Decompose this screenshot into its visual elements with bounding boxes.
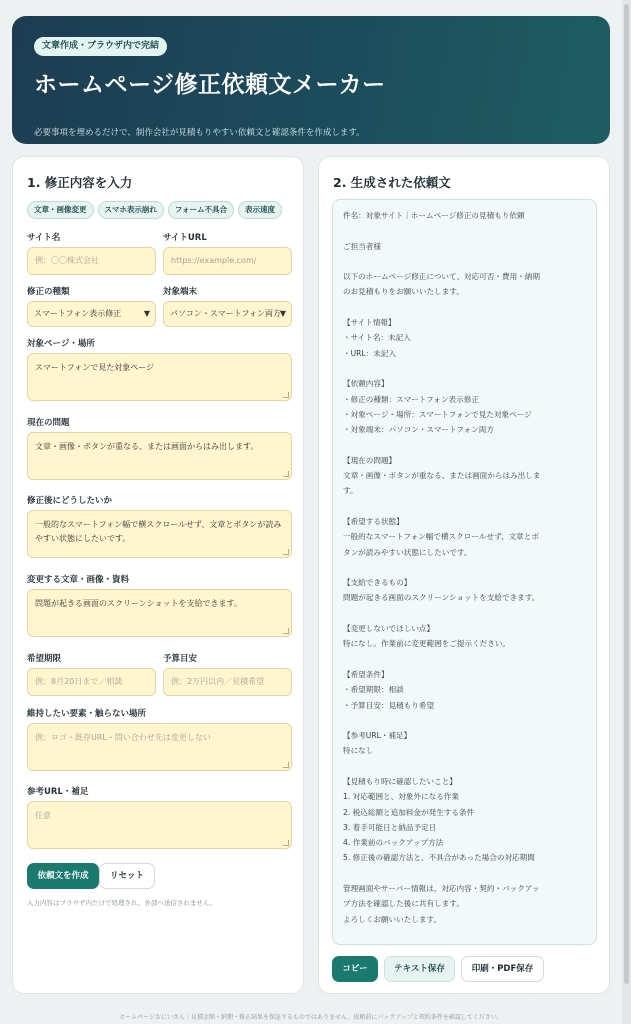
resize-handle-icon[interactable] <box>283 628 289 634</box>
output-line: 1. 対応範囲と、対象外になる作業 <box>343 792 459 802</box>
desired-state-label: 修正後にどうしたいか <box>27 496 113 506</box>
resize-handle-icon[interactable] <box>283 392 289 398</box>
hero-description: 必要事項を埋めるだけで、制作会社が見積もりやすい依頼文と確認条件を作成します。 <box>34 128 365 138</box>
output-line: 一般的なスマートフォン幅で横スクロールせず、文章とボ <box>343 532 539 542</box>
scrollbar-thumb[interactable] <box>624 4 629 984</box>
output-line: ・URL：未記入 <box>343 348 397 358</box>
output-line: のお見積もりをお願いいたします。 <box>343 287 464 297</box>
resize-handle-icon[interactable] <box>283 762 289 768</box>
output-line <box>343 759 586 774</box>
save-text-button[interactable]: テキスト保存 <box>384 956 455 982</box>
output-line: ・希望期限：相談 <box>343 685 404 695</box>
input-card <box>12 156 304 994</box>
output-line: ・修正の種類：スマートフォン表示修正 <box>343 394 479 404</box>
output-line <box>343 866 586 881</box>
current-issue-label: 現在の問題 <box>27 418 70 428</box>
budget-input[interactable]: 例：2万円以内／見積希望 <box>163 668 292 696</box>
hero-banner <box>12 16 610 144</box>
footer-note: ホームページおにいさん｜見積金額・納期・修正結果を保証するものではありません。依頼前にバックアップと契約条件を確認してください。 <box>119 1014 503 1021</box>
chip-text-image[interactable]: 文章・画像変更 <box>27 201 94 219</box>
materials-value: 問題が起きる画面のスクリーンショットを支給できます。 <box>35 599 242 608</box>
keep-textarea[interactable] <box>27 723 292 771</box>
output-line <box>343 223 586 238</box>
input-heading: 1. 修正内容を入力 <box>27 175 133 190</box>
output-line <box>343 437 586 452</box>
materials-textarea[interactable] <box>27 589 292 637</box>
device-select[interactable] <box>163 301 292 327</box>
output-line <box>343 713 586 728</box>
desired-state-textarea[interactable] <box>27 510 292 558</box>
output-line: 【見積もり時に確認したいこと】 <box>343 776 457 786</box>
page-title: ホームページ修正依頼文メーカー <box>34 72 386 98</box>
output-line: 【希望する状態】 <box>343 516 404 526</box>
device-label: 対象端末 <box>163 287 198 297</box>
target-page-label: 対象ページ・場所 <box>27 339 95 349</box>
site-url-input[interactable]: https://example.com/ <box>163 247 292 275</box>
output-line: 2. 税込総額と追加料金が発生する条件 <box>343 807 475 817</box>
output-line: ・対象端末：パソコン・スマートフォン両方 <box>343 425 494 435</box>
deadline-label: 希望期限 <box>27 654 62 664</box>
chip-form-bug[interactable]: フォーム不具合 <box>168 201 234 219</box>
output-line: タンが読みやすい状態にしたいです。 <box>343 547 472 557</box>
desired-state-value: 一般的なスマートフォン幅で横スクロールせず、文章とボタンが読みやすい状態にしたいです。 <box>35 520 282 544</box>
output-line: ・対象ページ・場所：スマートフォンで見た対象ページ <box>343 409 532 419</box>
output-line: 3. 着手可能日と納品予定日 <box>343 822 437 832</box>
materials-label: 変更する文章・画像・資料 <box>27 575 130 585</box>
fix-type-label: 修正の種類 <box>27 287 70 297</box>
chevron-down-icon: ▼ <box>143 309 150 318</box>
output-line <box>343 254 586 269</box>
device-value: パソコン・スマートフォン両方 <box>170 309 282 318</box>
output-line: 件名：対象サイト｜ホームページ修正の見積もり依頼 <box>343 211 525 220</box>
create-request-button[interactable]: 依頼文を作成 <box>27 863 99 889</box>
chevron-down-icon: ▼ <box>279 309 286 318</box>
output-line: 管理画面やサーバー情報は、対応内容・契約・バックアッ <box>343 884 540 894</box>
notes-label: 参考URL・補足 <box>27 787 89 797</box>
output-heading: 2. 生成された依頼文 <box>333 175 451 190</box>
output-line <box>343 606 586 621</box>
output-line: 以下のホームページ修正について、対応可否・費用・納期 <box>343 272 540 282</box>
output-line: 【変更しないでほしい点】 <box>343 624 435 634</box>
resize-handle-icon[interactable] <box>283 549 289 555</box>
fix-type-select[interactable] <box>27 301 156 327</box>
output-line: 【依頼内容】 <box>343 379 389 389</box>
reset-button[interactable]: リセット <box>99 863 155 889</box>
output-line: 【参考URL・補足】 <box>343 731 412 741</box>
output-line: す。 <box>343 486 358 496</box>
privacy-note: 入力内容はブラウザ内だけで処理され、外部へ送信されません。 <box>27 899 217 907</box>
current-issue-textarea[interactable] <box>27 432 292 480</box>
budget-label: 予算目安 <box>163 654 198 664</box>
output-line: 特になし <box>343 746 374 756</box>
current-issue-value: 文章・画像・ボタンが重なる、または画面からはみ出します。 <box>35 442 259 451</box>
output-line: 【支給できるもの】 <box>343 578 412 588</box>
target-page-value: スマートフォンで見た対象ページ <box>35 363 155 372</box>
output-card <box>318 156 610 994</box>
resize-handle-icon[interactable] <box>283 471 289 477</box>
output-line <box>343 652 586 667</box>
resize-handle-icon[interactable] <box>283 840 289 846</box>
output-line: ・サイト名：未記入 <box>343 333 411 343</box>
generated-text-area[interactable] <box>332 199 597 945</box>
output-line: ・予算目安：見積もり希望 <box>343 700 435 710</box>
fix-type-value: スマートフォン表示修正 <box>34 309 122 318</box>
preset-chips <box>27 201 297 219</box>
page-scrollbar[interactable] <box>622 0 631 1024</box>
chip-mobile-layout[interactable]: スマホ表示崩れ <box>98 201 164 219</box>
print-pdf-button[interactable]: 印刷・PDF保存 <box>461 956 544 982</box>
copy-button[interactable]: コピー <box>332 956 378 982</box>
output-line <box>343 300 586 315</box>
output-line: 文章・画像・ボタンが重なる、または画面からはみ出しま <box>343 471 541 481</box>
output-line: 5. 修正後の確認方法と、不具合があった場合の対応期間 <box>343 853 535 863</box>
output-line: 【現在の問題】 <box>343 455 397 465</box>
output-line: 【サイト情報】 <box>343 318 396 328</box>
notes-placeholder: 任意 <box>35 811 51 820</box>
site-url-label: サイトURL <box>163 233 207 243</box>
output-line <box>343 361 586 376</box>
output-line: 特になし。作業前に変更範囲をご提示ください。 <box>343 639 511 649</box>
output-line: よろしくお願いいたします。 <box>343 914 442 924</box>
hero-badge: 文章作成・ブラウザ内で完結 <box>34 37 167 56</box>
deadline-input[interactable]: 例：8月20日まで／相談 <box>27 668 156 696</box>
output-line: ご担当者様 <box>343 241 381 251</box>
output-line <box>343 499 586 514</box>
site-name-input[interactable]: 例：〇〇株式会社 <box>27 247 156 275</box>
target-page-textarea[interactable] <box>27 353 292 401</box>
output-line <box>343 560 586 575</box>
output-line: プ方法を確認した後に共有します。 <box>343 899 464 909</box>
output-line: 問題が起きる画面のスクリーンショットを支給できます。 <box>343 593 540 603</box>
notes-textarea[interactable] <box>27 801 292 849</box>
output-line: 4. 作業前のバックアップ方法 <box>343 838 444 848</box>
site-name-label: サイト名 <box>27 233 61 243</box>
keep-label: 維持したい要素・触らない場所 <box>27 709 147 719</box>
chip-speed[interactable]: 表示速度 <box>238 201 282 219</box>
keep-placeholder: 例：ロゴ・既存URL・問い合わせ先は変更しない <box>35 733 211 742</box>
output-line: 【希望条件】 <box>343 669 389 679</box>
